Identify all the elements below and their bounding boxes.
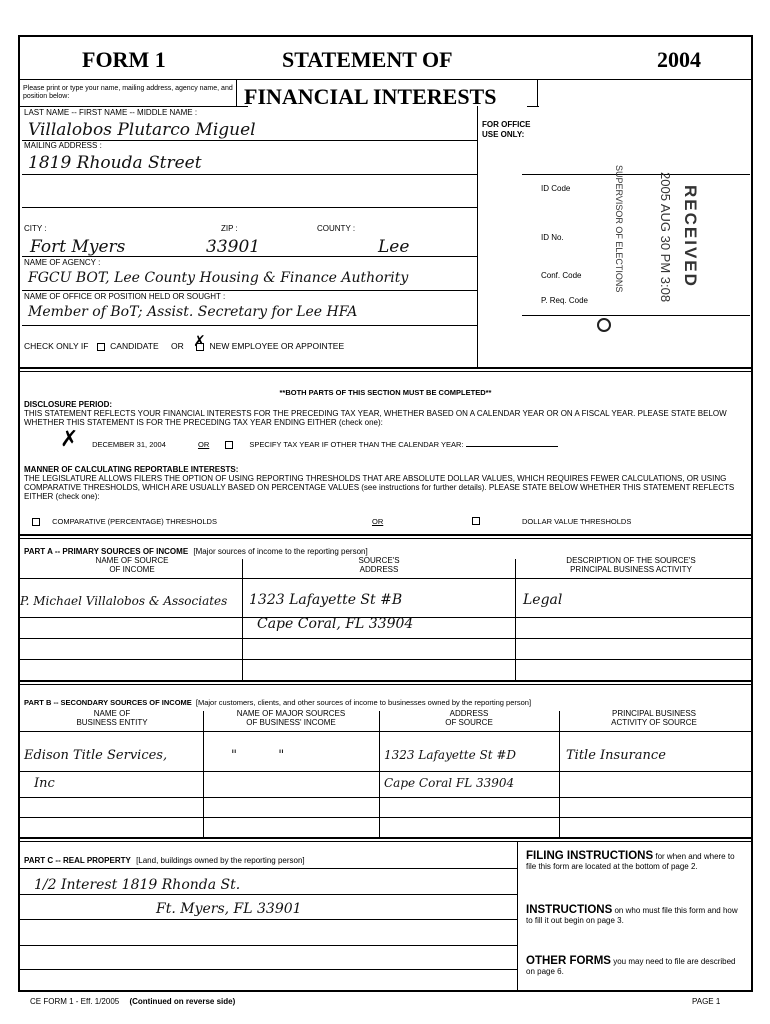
office-id-code: ID Code bbox=[541, 184, 571, 193]
county-field[interactable]: Lee bbox=[378, 237, 410, 257]
comparative-checkbox[interactable] bbox=[32, 518, 40, 526]
part-a-title: PART A -- PRIMARY SOURCES OF INCOME bbox=[24, 547, 189, 556]
tax-year-options bbox=[60, 427, 558, 452]
print-instructions: Please print or type your name, mailing address, agency name, and position below: bbox=[23, 85, 233, 100]
filing-instructions-head: FILING INSTRUCTIONS bbox=[526, 850, 654, 862]
check-only-row bbox=[24, 331, 345, 351]
part-b-row2-address[interactable]: Cape Coral FL 33904 bbox=[384, 776, 515, 790]
comparative-label: COMPARATIVE (PERCENTAGE) THRESHOLDS bbox=[52, 517, 217, 526]
office-preq-code: P. Req. Code bbox=[541, 296, 588, 305]
part-b-row1-activity[interactable]: Title Insurance bbox=[566, 748, 666, 763]
dollar-checkbox[interactable] bbox=[472, 517, 480, 525]
position-label: NAME OF OFFICE OR POSITION HELD OR SOUGHT : bbox=[24, 292, 226, 301]
disclosure-period-text: THIS STATEMENT REFLECTS YOUR FINANCIAL INTERESTS FOR THE PRECEDING TAX YEAR, WHETHER BASED ON A CALENDAR YEAR OR ON A FISCAL YEAR. PLEASE STATE BELOW WHETHER THIS STATEMENT IS FOR THE PRECEDING TAX YEAR ENDING EITHER (check one): bbox=[24, 409, 727, 427]
filing-instructions-text: for when and where to file this form are located at the bottom of page 2. bbox=[526, 852, 735, 871]
part-b-col-address: ADDRESS OF SOURCE bbox=[445, 709, 493, 727]
tax-or-label: OR bbox=[197, 440, 210, 449]
form-title-line1: STATEMENT OF bbox=[282, 47, 453, 72]
office-id-no: ID No. bbox=[541, 233, 564, 242]
part-c-header bbox=[24, 856, 305, 865]
other-tax-year-label: SPECIFY TAX YEAR IF OTHER THAN THE CALENDAR YEAR: bbox=[249, 440, 464, 449]
candidate-checkbox[interactable] bbox=[97, 343, 105, 351]
part-b-row1-entity[interactable]: Edison Title Services, bbox=[24, 748, 168, 763]
part-a-col-address: SOURCE'S ADDRESS bbox=[358, 556, 400, 574]
received-stamp: RECEIVED bbox=[681, 185, 700, 288]
zip-field[interactable]: 33901 bbox=[206, 237, 261, 257]
threshold-options bbox=[32, 517, 732, 526]
checkmark-x-icon: ✗ bbox=[193, 331, 206, 350]
footer-form-id: CE FORM 1 - Eff. 1/2005 bbox=[30, 997, 120, 1006]
part-a-row1-address[interactable]: 1323 Lafayette St #B bbox=[249, 592, 403, 608]
part-a-subtitle: [Major sources of income to the reporting person] bbox=[193, 547, 368, 556]
new-employee-label: NEW EMPLOYEE OR APPOINTEE bbox=[209, 341, 345, 351]
threshold-or-label: OR bbox=[372, 517, 384, 526]
position-field[interactable]: Member of BoT; Assist. Secretary for Lee HFA bbox=[28, 304, 358, 320]
mailing-address-label: MAILING ADDRESS : bbox=[24, 141, 102, 150]
part-b-subtitle: [Major customers, clients, and other sources of income to businesses owned by the reporting person] bbox=[195, 698, 532, 707]
form-name: FORM 1 bbox=[82, 47, 166, 72]
county-label: COUNTY : bbox=[317, 224, 356, 233]
part-b-col-entity: NAME OF BUSINESS ENTITY bbox=[76, 709, 148, 727]
footer-continued: (Continued on reverse side) bbox=[129, 997, 236, 1006]
part-a-row1-description[interactable]: Legal bbox=[523, 592, 563, 608]
city-field[interactable]: Fort Myers bbox=[30, 237, 126, 257]
mailing-address-field[interactable]: 1819 Rhouda Street bbox=[28, 153, 202, 173]
part-a-row1-source[interactable]: P. Michael Villalobos & Associates bbox=[20, 594, 228, 608]
city-label: CITY : bbox=[24, 224, 47, 233]
stamp-date: 2005 AUG 30 PM 3:08 bbox=[658, 172, 673, 303]
instructions-head: INSTRUCTIONS bbox=[526, 904, 613, 916]
part-b-col-sources: NAME OF MAJOR SOURCES OF BUSINESS' INCOME bbox=[236, 709, 346, 727]
checkmark-x-icon: ✗ bbox=[60, 427, 79, 452]
agency-field[interactable]: FGCU BOT, Lee County Housing & Finance Authority bbox=[28, 270, 409, 286]
part-c-title: PART C -- REAL PROPERTY bbox=[24, 856, 131, 865]
part-b-row2-entity[interactable]: Inc bbox=[34, 776, 55, 791]
footer-page: PAGE 1 bbox=[692, 997, 721, 1006]
form-year: 2004 bbox=[657, 47, 701, 72]
part-a-header bbox=[24, 547, 368, 556]
other-tax-year-field[interactable] bbox=[466, 446, 558, 447]
form-frame bbox=[18, 35, 753, 992]
name-field[interactable]: Villalobos Plutarco Miguel bbox=[28, 120, 256, 140]
part-a-col-source: NAME OF SOURCE OF INCOME bbox=[95, 556, 169, 574]
disclosure-period-title: DISCLOSURE PERIOD: bbox=[24, 400, 113, 409]
part-c-line2[interactable]: Ft. Myers, FL 33901 bbox=[156, 901, 302, 917]
other-forms bbox=[526, 956, 746, 977]
manner-text: THE LEGISLATURE ALLOWS FILERS THE OPTION OF USING REPORTING THRESHOLDS THAT ARE ABSOLUTE DOLLAR VALUES, WHICH REQUIRES FEWER CALCULATIONS, OR USING COMPARATIVE THRESHOLDS, WHICH ARE USUALLY BASED ON PERCENTAGE VALUES (see instructions for further details). PLEASE STATE BELOW WHETHER THIS STATEMENT REFLECTS EITHER (check one): bbox=[24, 474, 735, 501]
part-b-header bbox=[24, 698, 531, 707]
office-conf-code: Conf. Code bbox=[541, 271, 582, 280]
instructions bbox=[526, 905, 746, 926]
form-title-line2: FINANCIAL INTERESTS bbox=[244, 84, 497, 109]
seal-icon bbox=[597, 318, 611, 332]
manner-title: MANNER OF CALCULATING REPORTABLE INTERESTS: bbox=[24, 465, 239, 474]
part-c-subtitle: [Land, buildings owned by the reporting person] bbox=[136, 856, 305, 865]
part-b-row1-address[interactable]: 1323 Lafayette St #D bbox=[384, 748, 517, 762]
other-forms-text: you may need to file are described on page 6. bbox=[526, 957, 736, 976]
instructions-text: on who must file this form and how to fill it out begin on page 3. bbox=[526, 906, 738, 925]
name-label: LAST NAME -- FIRST NAME -- MIDDLE NAME : bbox=[24, 108, 198, 117]
stamp-office: SUPERVISOR OF ELECTIONS bbox=[614, 165, 624, 293]
zip-label: ZIP : bbox=[221, 224, 238, 233]
other-forms-head: OTHER FORMS bbox=[526, 955, 611, 967]
part-c-line1[interactable]: 1/2 Interest 1819 Rhonda St. bbox=[34, 877, 241, 893]
dollar-label: DOLLAR VALUE THRESHOLDS bbox=[522, 517, 632, 526]
check-only-label: CHECK ONLY IF bbox=[24, 341, 89, 351]
or-label: OR bbox=[171, 341, 184, 351]
agency-label: NAME OF AGENCY : bbox=[24, 258, 101, 267]
office-use-label bbox=[482, 120, 530, 140]
part-a-col-description: DESCRIPTION OF THE SOURCE'S PRINCIPAL BUSINESS ACTIVITY bbox=[566, 556, 696, 574]
candidate-label: CANDIDATE bbox=[110, 341, 159, 351]
office-use-line2: USE ONLY: bbox=[482, 130, 525, 139]
other-tax-year-checkbox[interactable] bbox=[225, 441, 233, 449]
footer-left bbox=[30, 997, 235, 1006]
part-b-col-activity: PRINCIPAL BUSINESS ACTIVITY OF SOURCE bbox=[611, 709, 697, 727]
part-a-row2-address[interactable]: Cape Coral, FL 33904 bbox=[257, 616, 414, 632]
part-b-title: PART B -- SECONDARY SOURCES OF INCOME bbox=[24, 698, 192, 707]
disclosure-banner: **BOTH PARTS OF THIS SECTION MUST BE COMPLETED** bbox=[279, 388, 492, 397]
part-b-row1-sources[interactable]: " " bbox=[231, 748, 285, 763]
filing-instructions bbox=[526, 851, 746, 872]
office-use-line1: FOR OFFICE bbox=[482, 120, 531, 129]
new-employee-checkbox[interactable] bbox=[193, 331, 206, 351]
december-label: DECEMBER 31, 2004 bbox=[92, 440, 166, 449]
